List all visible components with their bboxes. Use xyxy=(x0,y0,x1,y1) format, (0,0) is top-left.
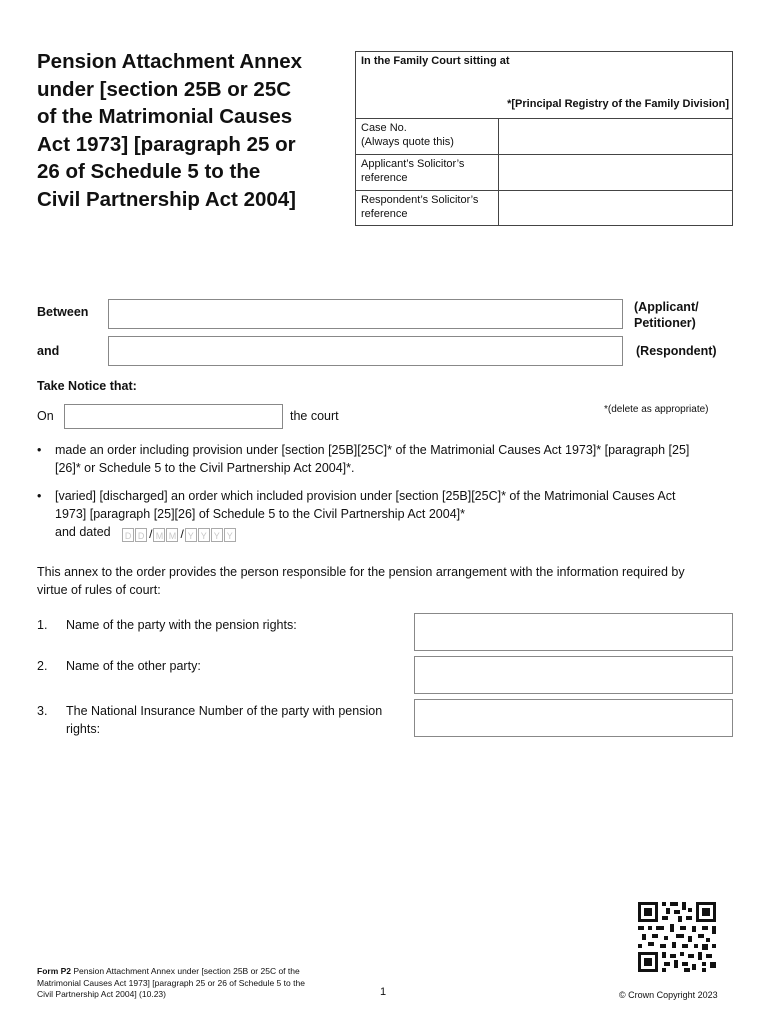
question-2-number: 2. xyxy=(37,659,48,673)
court-details-box xyxy=(355,51,733,226)
case-number-row xyxy=(356,118,732,155)
date-day-cell[interactable]: D xyxy=(122,528,134,542)
question-3-text: The National Insurance Number of the party with pension rights: xyxy=(66,704,383,736)
court-sitting-label: In the Family Court sitting at xyxy=(361,55,510,67)
order-date-field[interactable] xyxy=(122,526,237,544)
court-date-field[interactable] xyxy=(64,404,283,429)
delete-note: *(delete as appropriate) xyxy=(604,404,709,415)
date-day-cell[interactable]: D xyxy=(135,528,147,542)
bullet-2-marker: • xyxy=(37,489,42,503)
applicant-ref-field[interactable] xyxy=(498,154,732,190)
footer-form-code: Form P2 xyxy=(37,966,72,976)
court-registry-label: *[Principal Registry of the Family Division] xyxy=(507,98,729,110)
respondent-ref-row xyxy=(356,190,732,226)
bullet-2-text: [varied] [discharged] an order which included provision under [section [25B][25C]* of the Matrimonial Causes Act 1973] [paragraph [25][26] of Schedule 5 to the Civil Partnership Act 2004]* xyxy=(55,489,676,521)
applicant-role-label: (Applicant/ Petitioner) xyxy=(634,300,699,330)
footer-form-reference xyxy=(37,966,322,1001)
intro-text: This annex to the order provides the person responsible for the pension arrangement with the information required by virtue of rules of court: xyxy=(37,565,685,597)
qr-code-icon xyxy=(636,900,718,974)
question-2-text: Name of the other party: xyxy=(66,659,201,673)
case-number-label: Case No. (Always quote this) xyxy=(361,122,454,148)
other-party-field[interactable] xyxy=(414,656,733,694)
title-line: Act 1973] [paragraph 25 or xyxy=(37,132,296,156)
bullet-1-marker: • xyxy=(37,443,42,457)
ni-number-field[interactable] xyxy=(414,699,733,737)
title-line: of the Matrimonial Causes xyxy=(37,105,293,128)
applicant-ref-label: Applicant’s Solicitor’s reference xyxy=(361,158,465,184)
page-number: 1 xyxy=(380,986,387,998)
question-3-number: 3. xyxy=(37,704,48,718)
and-dated-row xyxy=(55,524,237,542)
respondent-ref-field[interactable] xyxy=(498,190,732,226)
date-year-cell[interactable]: Y xyxy=(198,528,210,542)
applicant-ref-row xyxy=(356,154,732,191)
respondent-ref-label: Respondent’s Solicitor’s reference xyxy=(361,194,479,220)
question-1-text: Name of the party with the pension rights: xyxy=(66,618,297,632)
the-court-label: the court xyxy=(290,409,339,423)
case-number-field[interactable] xyxy=(498,118,732,154)
date-month-cell[interactable]: M xyxy=(153,528,165,542)
take-notice-heading: Take Notice that: xyxy=(37,379,137,393)
question-1-number: 1. xyxy=(37,618,48,632)
footer-form-description: Pension Attachment Annex under [section 25B or 25C of the Matrimonial Causes Act 1973] [paragraph 25 or 26 of Schedule 5 to the Civil Partnership Act 2004] (10.23) xyxy=(37,966,305,999)
court-sitting-field[interactable] xyxy=(356,52,732,119)
title-line: 26 of Schedule 5 to the xyxy=(37,160,261,183)
date-year-cell[interactable]: Y xyxy=(224,528,236,542)
on-label: On xyxy=(37,409,54,423)
copyright-notice: © Crown Copyright 2023 xyxy=(619,990,718,1000)
respondent-role-label: (Respondent) xyxy=(636,344,717,358)
date-separator: / xyxy=(180,527,184,541)
applicant-name-field[interactable] xyxy=(108,299,623,329)
form-title xyxy=(37,48,352,213)
title-line: under [section 25B or 25C xyxy=(37,77,292,101)
and-dated-label: and dated xyxy=(55,525,111,540)
and-label: and xyxy=(37,344,60,358)
party-with-pension-field[interactable] xyxy=(414,613,733,651)
bullet-1-text: made an order including provision under [section [25B][25C]* of the Matrimonial Causes Act 1973]* [paragraph [25][26]* or Schedule 5 to the Civil Partnership Act 2004]*. xyxy=(55,443,690,475)
title-line: Civil Partnership Act 2004] xyxy=(37,187,297,211)
date-separator: / xyxy=(149,527,153,541)
between-label: Between xyxy=(37,305,89,319)
date-year-cell[interactable]: Y xyxy=(211,528,223,542)
date-month-cell[interactable]: M xyxy=(166,528,178,542)
date-year-cell[interactable]: Y xyxy=(185,528,197,542)
title-line: Pension Attachment Annex xyxy=(37,50,303,73)
respondent-name-field[interactable] xyxy=(108,336,623,366)
